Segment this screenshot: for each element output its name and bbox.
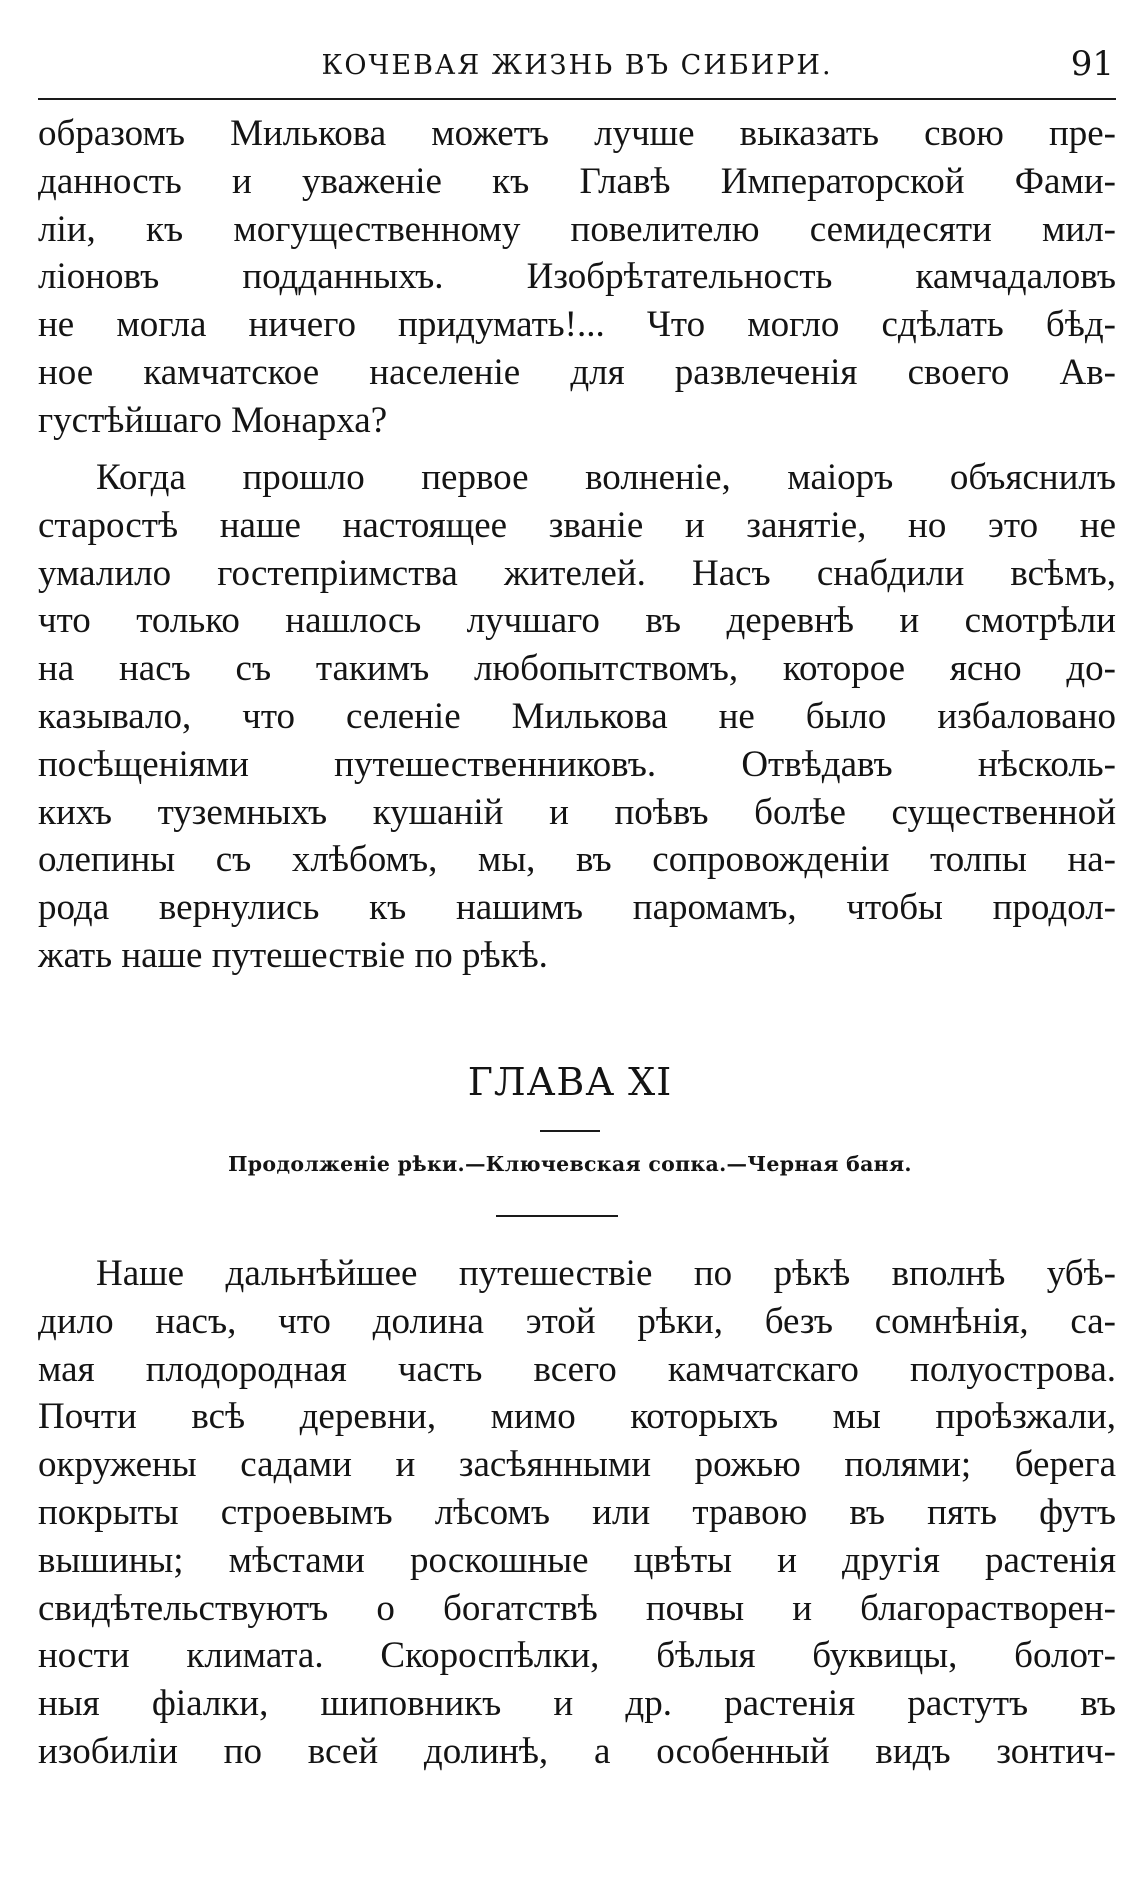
text-line: умалило гостепріимства жителей. Насъ снабдили всѣмъ, [38, 552, 1116, 594]
running-title: КОЧЕВАЯ ЖИЗНЬ ВЪ СИБИРИ. [321, 50, 833, 81]
chapter-summary: Продолженіе рѣки.—Ключевская сопка.—Черная баня. [228, 1152, 912, 1176]
text-line: покрыты строевымъ лѣсомъ или травою въ пять футъ [38, 1491, 1116, 1533]
text-line: посѣщеніями путешественниковъ. Отвѣдавъ нѣсколь- [38, 743, 1116, 785]
text-line: жать наше путешествіе по рѣкѣ. [38, 934, 548, 976]
text-line: на насъ съ такимъ любопытствомъ, которое ясно до- [38, 648, 1116, 690]
text-line: густѣйшаго Монарха? [38, 399, 388, 441]
text-line: окружены садами и засѣянными рожью полями; берега [38, 1444, 1116, 1486]
running-header [38, 44, 1116, 100]
text-line: вышины; мѣстами роскошные цвѣты и другія растенія [38, 1539, 1116, 1581]
text-line: образомъ Милькова можетъ лучше выказать свою пре- [38, 113, 1116, 154]
text-line: Наше дальнѣйшее путешествіе по рѣкѣ вполнѣ убѣ- [96, 1253, 1116, 1294]
paragraph-journey [38, 1250, 1116, 1776]
text-line: ное камчатское населеніе для развлеченія своего Ав- [38, 351, 1116, 393]
text-line: изобиліи по всей долинѣ, а особенный видъ зонтич- [38, 1730, 1116, 1772]
paragraph-elder [38, 454, 1116, 980]
text-line: дило насъ, что долина этой рѣки, безъ сомнѣнія, са- [38, 1300, 1116, 1342]
text-line: ліоновъ подданныхъ. Изобрѣтательность камчадаловъ [38, 256, 1116, 298]
chapter-title: ГЛАВА XI [467, 1060, 673, 1104]
text-line: не могла ничего придумать!... Что могло сдѣлать бѣд- [38, 304, 1116, 346]
text-line: олепины съ хлѣбомъ, мы, въ сопровожденіи толпы на- [38, 839, 1116, 881]
text-line: ліи, къ могущественному повелителю семидесяти мил- [38, 208, 1116, 250]
text-line: Почти всѣ деревни, мимо которыхъ мы проѣзжали, [38, 1396, 1116, 1438]
page-number: 91 [1070, 44, 1114, 84]
text-line: рода вернулись къ нашимъ паромамъ, чтобы продол- [38, 887, 1116, 929]
text-line: мая плодородная часть всего камчатскаго полуострова. [38, 1348, 1116, 1390]
text-line: казывало, что селеніе Милькова не было избаловано [38, 695, 1116, 737]
text-line: ныя фіалки, шиповникъ и др. растенія растутъ въ [38, 1683, 1116, 1725]
text-line: данность и уваженіе къ Главѣ Императорской Фами- [38, 160, 1116, 202]
text-line: кихъ туземныхъ кушаній и поѣвъ болѣе существенной [38, 791, 1116, 833]
short-divider [540, 1130, 600, 1132]
text-line: ности климата. Скороспѣлки, бѣлыя буквицы, болот- [38, 1635, 1116, 1677]
paragraph-continuation [38, 110, 1116, 445]
text-line: что только нашлось лучшаго въ деревнѣ и смотрѣли [38, 600, 1116, 642]
text-line: свидѣтельствуютъ о богатствѣ почвы и благорастворен- [38, 1587, 1116, 1629]
text-line: старостѣ наше настоящее званіе и занятіе, но это не [38, 504, 1116, 546]
long-divider [496, 1215, 618, 1217]
text-line: Когда прошло первое волненіе, маіоръ объяснилъ [96, 457, 1116, 498]
